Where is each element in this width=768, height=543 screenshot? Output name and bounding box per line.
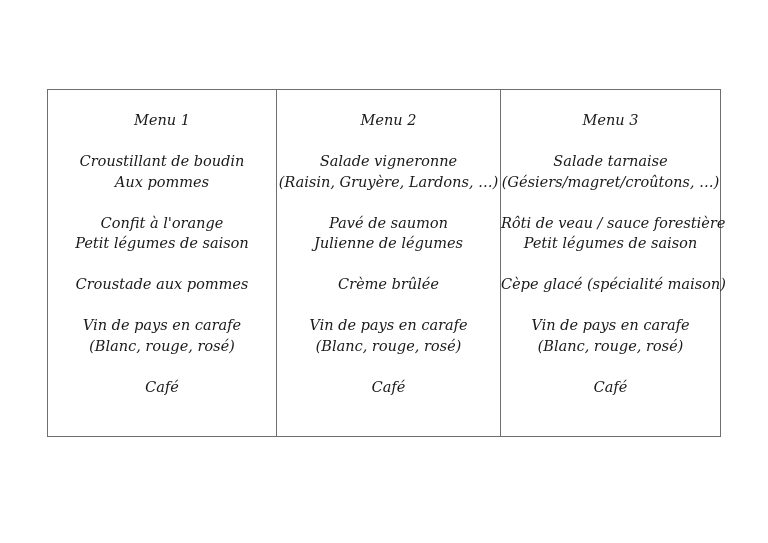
course-line: Petit légumes de saison <box>523 236 698 252</box>
course-line: (Gésiers/magret/croûtons, …) <box>501 174 720 191</box>
starter <box>501 152 720 193</box>
menu-table <box>47 89 726 437</box>
course-line: Vin de pays en carafe <box>309 318 468 334</box>
course-line: Pavé de saumon <box>329 215 448 232</box>
course-line: Aux pommes <box>114 174 210 191</box>
course-line: Café <box>145 379 179 396</box>
wine <box>501 316 720 357</box>
menu-column-2 <box>276 90 500 436</box>
course-line: Croustillant de boudin <box>79 154 245 170</box>
course-line: Vin de pays en carafe <box>82 318 242 334</box>
course-line: (Raisin, Gruyère, Lardons, …) <box>278 174 499 191</box>
course-line: (Blanc, rouge, rosé) <box>89 338 235 355</box>
course-line: Café <box>593 379 628 396</box>
menu-title: Menu 3 <box>582 113 639 129</box>
starter <box>48 152 276 193</box>
course-line: Café <box>371 379 406 396</box>
dessert <box>48 275 276 296</box>
main-course <box>501 214 726 255</box>
wine <box>48 316 276 357</box>
menu-title: Menu 1 <box>134 113 190 129</box>
course-line: Cèpe glacé (spécialité maison) <box>501 277 726 293</box>
course-line: (Blanc, rouge, rosé) <box>537 338 684 355</box>
wine <box>277 316 500 357</box>
main-course <box>48 214 276 255</box>
menu-title: Menu 2 <box>360 113 417 129</box>
starter <box>277 152 500 193</box>
course-line: Rôti de veau / sauce forestière <box>501 215 726 232</box>
course-line: Petit légumes de saison <box>75 236 249 252</box>
coffee <box>48 378 276 399</box>
dessert <box>277 275 500 296</box>
course-line: Vin de pays en carafe <box>531 318 690 334</box>
course-line: Confit à l'orange <box>100 215 224 232</box>
course-line: Salade vigneronne <box>319 154 458 170</box>
course-line: Salade tarnaise <box>553 154 668 170</box>
course-line: Crème brûlée <box>338 277 439 293</box>
course-line: Julienne de légumes <box>314 236 463 252</box>
main-course <box>277 214 500 255</box>
coffee <box>501 378 720 399</box>
course-line: Croustade aux pommes <box>75 277 249 293</box>
course-line: (Blanc, rouge, rosé) <box>315 338 462 355</box>
coffee <box>277 378 500 399</box>
dessert <box>501 275 726 296</box>
menu-column-1 <box>48 90 276 436</box>
menu-column-3 <box>500 90 726 436</box>
